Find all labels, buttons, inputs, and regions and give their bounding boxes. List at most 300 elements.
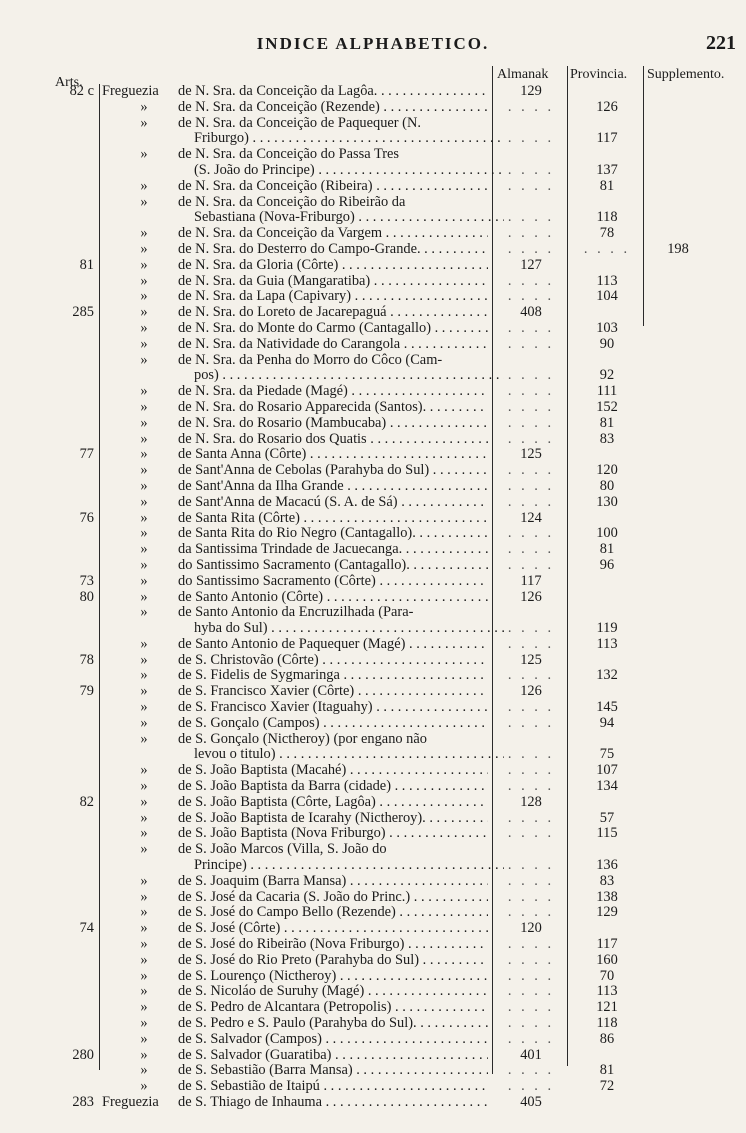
provincia-page: 117 [596,130,618,147]
entry-type: » [140,319,148,336]
entry-name: de S. José (Côrte) . . . [178,921,488,937]
article-number: 76 [79,509,94,526]
almanak-page: . . . . [507,1078,555,1095]
entry-name: de S. Francisco Xavier (Côrte) . . . [178,684,488,700]
entry-type: » [140,288,148,305]
entry-type: » [140,809,148,826]
entry-name: pos) . . . [194,368,504,384]
provincia-page: 136 [596,857,618,874]
table-row [0,321,746,337]
entry-type: » [140,477,148,494]
table-row [0,842,746,858]
table-row [0,1095,746,1111]
entry-name: de S. Fidelis de Sygmaringa . . . [178,668,488,684]
entry-name: de N. Sra. da Gloria (Côrte) . . . [178,258,488,274]
entry-type: » [140,904,148,921]
provincia-page: 57 [599,809,615,826]
entry-name: de Sant'Anna de Cebolas (Parahyba do Sul) . . . [178,463,488,479]
almanak-page: . . . . [507,778,555,795]
provincia-page: 126 [596,98,618,115]
entry-name: de Santo Antonio da Encruzilhada (Para- [178,605,414,621]
table-row [0,700,746,716]
entry-type: » [140,920,148,937]
provincia-page: . . . . [583,240,631,257]
almanak-page: . . . . [507,999,555,1016]
entry-name: de S. Joaquim (Barra Mansa) . . . [178,874,488,890]
entry-type: » [140,446,148,463]
entry-name: de S. Francisco Xavier (Itaguahy) . . . [178,700,488,716]
almanak-page: 120 [520,920,542,937]
provincia-page: 138 [596,888,618,905]
entry-type: » [140,493,148,510]
entry-type: » [140,256,148,273]
provincia-page: 113 [596,272,618,289]
table-row [0,274,746,290]
column-header-supplemento: Supplemento. [647,67,725,82]
entry-name: de S. João Marcos (Villa, S. João do [178,842,387,858]
entry-name: de S. José da Cacaria (S. João do Princ.) . . . [178,890,488,906]
column-header-arts: Arts. [55,75,83,90]
table-row [0,210,746,226]
table-row [0,432,746,448]
provincia-page: 119 [596,620,618,637]
table-row [0,447,746,463]
table-row [0,1000,746,1016]
provincia-page: 129 [596,904,618,921]
article-number: 82 [79,793,94,810]
entry-name: de N. Sra. do Rosario Apparecida (Santos). . . . [178,400,488,416]
entry-name: da Santissima Trindade de Jacuecanga. . . . [178,542,488,558]
table-row [0,763,746,779]
entry-type: » [140,1046,148,1063]
entry-type: Freguezia [102,1094,159,1110]
provincia-page: 152 [596,398,618,415]
almanak-page: . . . . [507,1015,555,1032]
table-row [0,668,746,684]
column-header-provincia: Provincia. [570,67,628,82]
table-row [0,289,746,305]
entry-type: » [140,1015,148,1032]
almanak-page: . . . . [507,398,555,415]
entry-name: Sebastiana (Nova-Friburgo) . . . [194,210,504,226]
entry-type: » [140,667,148,684]
entry-name: de S. Christovão (Côrte) . . . [178,653,488,669]
table-row [0,542,746,558]
entry-name: de S. João Baptista (Macahé) . . . [178,763,488,779]
entry-type: » [140,762,148,779]
table-row [0,905,746,921]
table-row [0,826,746,842]
supplemento-page: 198 [667,240,689,257]
entry-name: de S. Sebastião (Barra Mansa) . . . [178,1063,488,1079]
entry-type: » [140,525,148,542]
entry-name: de S. Gonçalo (Campos) . . . [178,716,488,732]
table-row [0,147,746,163]
table-row [0,1032,746,1048]
entry-type: » [140,999,148,1016]
almanak-page: . . . . [507,319,555,336]
table-row [0,969,746,985]
table-row [0,1063,746,1079]
table-row [0,337,746,353]
entry-type: » [140,699,148,716]
table-row [0,779,746,795]
table-row [0,305,746,321]
almanak-page: . . . . [507,951,555,968]
provincia-page: 134 [596,778,618,795]
entry-type: » [140,825,148,842]
provincia-page: 145 [596,699,618,716]
table-row [0,179,746,195]
entry-type: » [140,541,148,558]
almanak-page: . . . . [507,809,555,826]
almanak-page: . . . . [507,872,555,889]
entry-type: » [140,604,148,621]
entry-name: de S. Salvador (Campos) . . . [178,1032,488,1048]
entry-type: » [140,635,148,652]
table-row [0,1048,746,1064]
almanak-page: . . . . [507,699,555,716]
table-row [0,368,746,384]
page-title: INDICE ALPHABETICO. [256,34,490,53]
almanak-page: . . . . [507,857,555,874]
entry-name: de S. Nicoláo de Suruhy (Magé) . . . [178,984,488,1000]
entry-type: » [140,793,148,810]
provincia-page: 115 [596,825,618,842]
provincia-page: 90 [599,335,615,352]
entry-name: do Santissimo Sacramento (Cantagallo). . . . [178,558,488,574]
provincia-page: 96 [599,556,615,573]
entry-name: hyba do Sul) . . . [194,621,504,637]
entry-name: de N. Sra. da Lapa (Capivary) . . . [178,289,488,305]
entry-name: de N. Sra. da Penha do Morro do Côco (Cam- [178,352,443,368]
provincia-page: 92 [599,367,615,384]
provincia-page: 130 [596,493,618,510]
entry-name: de S. José do Rio Preto (Parahyba do Sul) . . . [178,953,488,969]
provincia-page: 120 [596,462,618,479]
provincia-page: 83 [599,872,615,889]
entry-type: » [140,383,148,400]
entry-type: » [140,509,148,526]
entry-name: de S. Sebastião de Itaipú . . . [178,1079,488,1095]
table-row [0,195,746,211]
almanak-page: . . . . [507,746,555,763]
entry-type: » [140,872,148,889]
table-row [0,574,746,590]
provincia-page: 81 [599,177,615,194]
almanak-page: . . . . [507,335,555,352]
almanak-page: . . . . [507,209,555,226]
entry-type: » [140,1078,148,1095]
entry-type: » [140,967,148,984]
table-row [0,890,746,906]
entry-name: levou o titulo) . . . [194,747,504,763]
entry-name: de Sant'Anna de Macacú (S. A. de Sá) . . . [178,495,488,511]
article-number: 73 [79,572,94,589]
article-number: 74 [79,920,94,937]
table-row [0,416,746,432]
provincia-page: 100 [596,525,618,542]
almanak-page: . . . . [507,714,555,731]
almanak-page: 128 [520,793,542,810]
provincia-page: 113 [596,635,618,652]
entry-type: Freguezia [102,83,159,99]
entry-type: » [140,951,148,968]
provincia-page: 81 [599,1062,615,1079]
provincia-page: 81 [599,541,615,558]
entry-type: » [140,462,148,479]
almanak-page: . . . . [507,98,555,115]
provincia-page: 83 [599,430,615,447]
almanak-page: . . . . [507,635,555,652]
entry-name: de S. José do Ribeirão (Nova Friburgo) . . . [178,937,488,953]
entry-name: de N. Sra. do Rosario dos Quatis . . . [178,432,488,448]
entry-type: » [140,398,148,415]
almanak-page: 125 [520,446,542,463]
entry-name: de N. Sra. do Loreto de Jacarepaguá . . . [178,305,488,321]
almanak-page: . . . . [507,383,555,400]
entry-name: de Santo Antonio de Paquequer (Magé) . . . [178,637,488,653]
provincia-page: 75 [599,746,615,763]
table-row [0,558,746,574]
article-number: 81 [79,256,94,273]
entry-name: de S. Salvador (Guaratiba) . . . [178,1048,488,1064]
almanak-page: . . . . [507,1062,555,1079]
almanak-page: 125 [520,651,542,668]
provincia-page: 80 [599,477,615,494]
almanak-page: 405 [520,1094,542,1110]
entry-name: (S. João do Principe) . . . [194,163,504,179]
almanak-page: . . . . [507,762,555,779]
provincia-page: 132 [596,667,618,684]
entry-name: de N. Sra. do Desterro do Campo-Grande. . . . [178,242,488,258]
table-row [0,353,746,369]
almanak-page: . . . . [507,288,555,305]
table-row [0,226,746,242]
almanak-page: . . . . [507,367,555,384]
entry-name: de N. Sra. da Guia (Mangaratiba) . . . [178,274,488,290]
almanak-page: 127 [520,256,542,273]
entry-type: » [140,114,148,131]
almanak-page: . . . . [507,462,555,479]
table-row [0,984,746,1000]
entry-type: » [140,240,148,257]
entry-type: » [140,651,148,668]
entry-name: de N. Sra. da Conceição (Ribeira) . . . [178,179,488,195]
entry-name: de N. Sra. da Conceição do Passa Tres [178,147,400,163]
almanak-page: . . . . [507,130,555,147]
table-row [0,732,746,748]
table-row [0,463,746,479]
almanak-page: 408 [520,304,542,321]
entry-type: » [140,730,148,747]
entry-name: de S. João Baptista (Côrte, Lagôa) . . . [178,795,488,811]
article-number: 80 [79,588,94,605]
almanak-page: . . . . [507,967,555,984]
almanak-page: 124 [520,509,542,526]
entry-name: de N. Sra. da Natividade do Carangola . . . [178,337,488,353]
table-row [0,874,746,890]
table-row [0,258,746,274]
table-row [0,116,746,132]
almanak-page: . . . . [507,225,555,242]
almanak-page: . . . . [507,414,555,431]
table-row [0,511,746,527]
entry-name: do Santissimo Sacramento (Côrte) . . . [178,574,488,590]
almanak-page: . . . . [507,904,555,921]
table-row [0,953,746,969]
article-number: 79 [79,683,94,700]
almanak-page: . . . . [507,161,555,178]
provincia-page: 160 [596,951,618,968]
table-row [0,747,746,763]
entry-type: » [140,351,148,368]
almanak-page: . . . . [507,493,555,510]
entry-name: de S. Thiago de Inhauma . . . [178,1095,488,1111]
entry-type: » [140,841,148,858]
entry-type: » [140,888,148,905]
entry-name: Friburgo) . . . [194,131,504,147]
entry-type: » [140,983,148,1000]
entry-type: » [140,177,148,194]
table-row [0,684,746,700]
entry-type: » [140,1062,148,1079]
table-row [0,479,746,495]
provincia-page: 113 [596,983,618,1000]
entry-name: de S. João Baptista (Nova Friburgo) . . . [178,826,488,842]
page-number: 221 [706,32,736,54]
entry-type: » [140,414,148,431]
almanak-page: . . . . [507,888,555,905]
entry-type: » [140,778,148,795]
table-row [0,653,746,669]
table-row [0,384,746,400]
entry-type: » [140,146,148,163]
almanak-page: . . . . [507,556,555,573]
provincia-page: 107 [596,762,618,779]
almanak-page: 401 [520,1046,542,1063]
entry-type: » [140,225,148,242]
entry-type: » [140,556,148,573]
index-table [0,84,746,1111]
article-number: 78 [79,651,94,668]
entry-name: de S. João Baptista de Icarahy (Nictheroy). . . . [178,811,488,827]
table-row [0,1079,746,1095]
provincia-page: 86 [599,1030,615,1047]
entry-name: de S. Pedro e S. Paulo (Parahyba do Sul). . . . [178,1016,488,1032]
provincia-page: 78 [599,225,615,242]
entry-type: » [140,572,148,589]
almanak-page: 126 [520,588,542,605]
article-number: 82 c [69,83,94,99]
almanak-page: . . . . [507,272,555,289]
table-row [0,242,746,258]
provincia-page: 137 [596,161,618,178]
provincia-page: 70 [599,967,615,984]
almanak-page: . . . . [507,667,555,684]
entry-name: de S. Pedro de Alcantara (Petropolis) . . . [178,1000,488,1016]
almanak-page: . . . . [507,240,555,257]
almanak-page: . . . . [507,936,555,953]
almanak-page: 117 [520,572,542,589]
entry-type: » [140,430,148,447]
provincia-page: 104 [596,288,618,305]
entry-type: » [140,335,148,352]
table-row [0,621,746,637]
entry-name: de S. José do Campo Bello (Rezende) . . . [178,905,488,921]
table-row [0,100,746,116]
table-row [0,858,746,874]
provincia-page: 118 [596,209,618,226]
article-number: 77 [79,446,94,463]
almanak-page: . . . . [507,477,555,494]
entry-type: » [140,304,148,321]
table-row [0,795,746,811]
entry-name: de N. Sra. da Piedade (Magé) . . . [178,384,488,400]
almanak-page: . . . . [507,620,555,637]
table-row [0,921,746,937]
almanak-page: . . . . [507,1030,555,1047]
entry-name: de N. Sra. do Monte do Carmo (Cantagallo) . . . [178,321,488,337]
table-row [0,637,746,653]
table-row [0,1016,746,1032]
table-row [0,131,746,147]
table-row [0,590,746,606]
table-row [0,526,746,542]
entry-type: » [140,683,148,700]
entry-name: de Santa Anna (Côrte) . . . [178,447,488,463]
article-number: 283 [72,1094,94,1110]
entry-name: de S. Lourenço (Nictheroy) . . . [178,969,488,985]
almanak-page: . . . . [507,430,555,447]
provincia-page: 72 [599,1078,615,1095]
entry-type: » [140,193,148,210]
provincia-page: 103 [596,319,618,336]
almanak-page: . . . . [507,525,555,542]
table-row [0,163,746,179]
entry-type: » [140,588,148,605]
entry-name: de Santo Antonio (Côrte) . . . [178,590,488,606]
entry-name: de Santa Rita (Côrte) . . . [178,511,488,527]
entry-name: de S. João Baptista da Barra (cidade) . . . [178,779,488,795]
entry-name: de S. Gonçalo (Nictheroy) (por engano não [178,731,427,747]
provincia-page: 81 [599,414,615,431]
entry-name: de N. Sra. da Conceição da Vargem . . . [178,226,488,242]
entry-type: » [140,98,148,115]
article-number: 285 [72,304,94,321]
entry-name: de Sant'Anna da Ilha Grande . . . [178,479,488,495]
table-row [0,400,746,416]
entry-type: » [140,272,148,289]
entry-name: de N. Sra. da Conceição (Rezende) . . . [178,100,488,116]
entry-name: de N. Sra. do Rosario (Mambucaba) . . . [178,416,488,432]
table-row [0,605,746,621]
column-header-almanak: Almanak [497,67,549,82]
almanak-page: 129 [520,83,542,99]
article-number: 280 [72,1046,94,1063]
entry-type: » [140,714,148,731]
almanak-page: . . . . [507,541,555,558]
entry-type: » [140,1030,148,1047]
entry-name: de N. Sra. da Conceição da Lagôa. . . . [178,84,488,100]
provincia-page: 117 [596,936,618,953]
almanak-page: . . . . [507,825,555,842]
table-row [0,811,746,827]
entry-name: Principe) . . . [194,858,504,874]
almanak-page: . . . . [507,177,555,194]
provincia-page: 94 [599,714,615,731]
entry-name: de Santa Rita do Rio Negro (Cantagallo). . . . [178,526,488,542]
